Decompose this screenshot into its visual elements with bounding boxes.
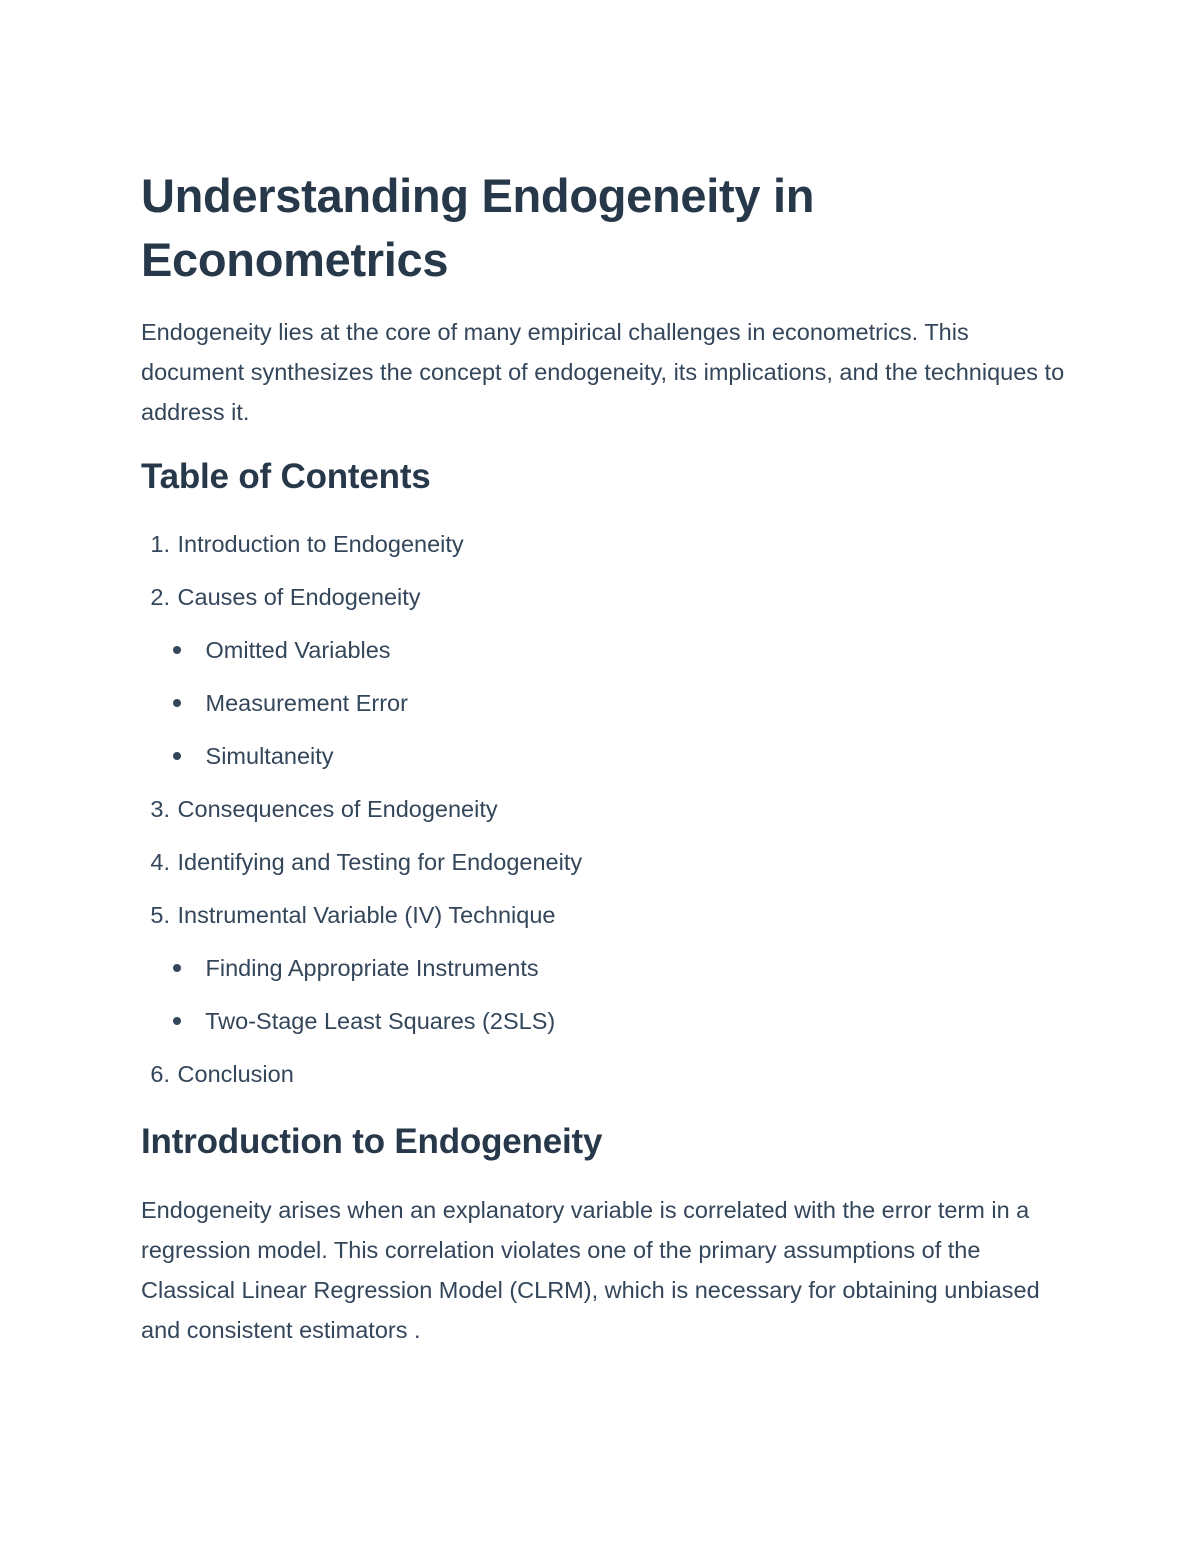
toc-item [141,575,1071,628]
toc-subitem [141,628,1071,681]
bullet-icon [173,1017,181,1025]
toc-item-label: Identifying and Testing for Endogeneity [177,849,583,875]
toc-item-label: Conclusion [177,1061,294,1087]
intro-paragraph: Endogeneity lies at the core of many empirical challenges in econometrics. This document synthesizes the concept of endogeneity, its implications, and the techniques to address it. [141,319,1065,425]
bullet-icon [173,646,181,654]
toc-item [141,1052,1071,1105]
toc-subitem [141,734,1071,787]
toc-item-label: Instrumental Variable (IV) Technique [177,902,556,928]
bullet-icon [173,752,181,760]
toc-item [141,522,1071,575]
toc-item-number: 4. [150,849,170,875]
bullet-icon [173,699,181,707]
toc-item-label: Consequences of Endogeneity [177,796,498,822]
section-heading: Introduction to Endogeneity [141,1122,603,1161]
toc-subitem-label: Omitted Variables [205,637,391,663]
toc-subitem-label: Measurement Error [205,690,408,716]
toc-item-label: Causes of Endogeneity [177,584,421,610]
toc-item-number: 2. [150,584,170,610]
toc-item-number: 6. [150,1061,170,1087]
table-of-contents [141,522,1071,1105]
toc-item-number: 1. [150,531,170,557]
toc-item-number: 3. [150,796,170,822]
toc-subitem-label: Simultaneity [205,743,334,769]
toc-subitem [141,946,1071,999]
section-body-paragraph: Endogeneity arises when an explanatory variable is correlated with the error term in a regression model. This correlation violates one of the primary assumptions of the Classical Linear Regression Model (CLRM), which is necessary for obtaining unbiased and consistent estimators . [141,1197,1040,1343]
toc-subitem-label: Two-Stage Least Squares (2SLS) [205,1008,556,1034]
toc-item [141,840,1071,893]
toc-item-label: Introduction to Endogeneity [177,531,464,557]
toc-heading: Table of Contents [141,457,431,496]
toc-subitem [141,681,1071,734]
toc-subitem [141,999,1071,1052]
toc-subitem-label: Finding Appropriate Instruments [205,955,539,981]
document-title: Understanding Endogeneity in Econometrics [141,169,815,286]
toc-item [141,893,1071,946]
toc-item-number: 5. [150,902,170,928]
toc-item [141,787,1071,840]
bullet-icon [173,964,181,972]
